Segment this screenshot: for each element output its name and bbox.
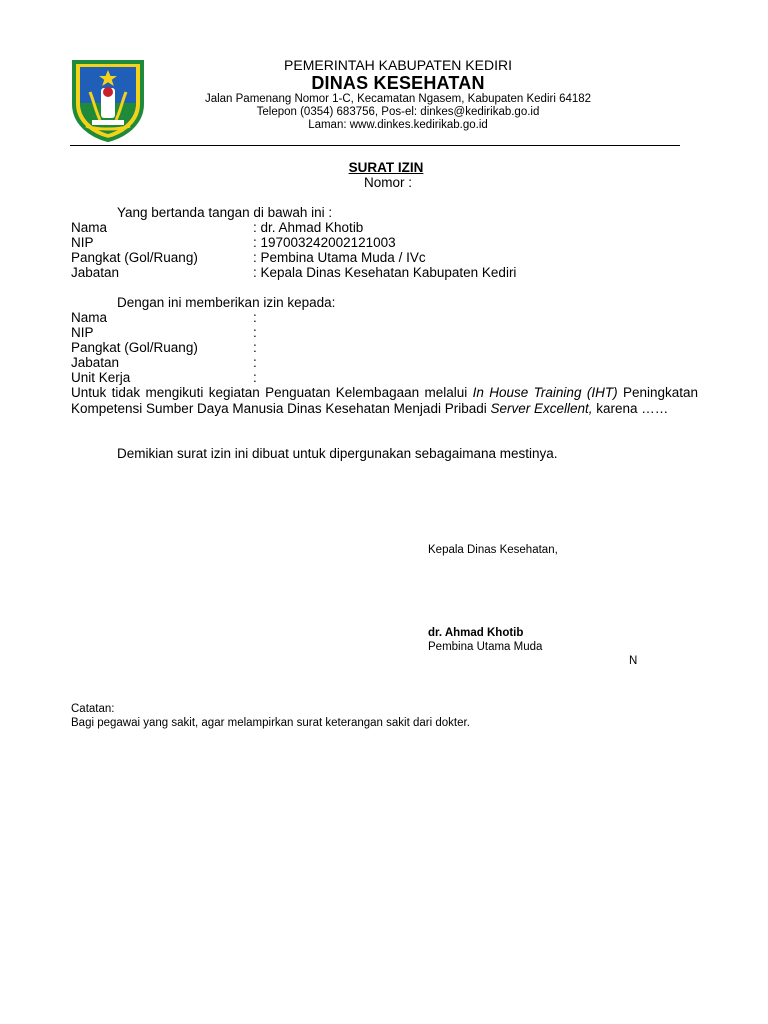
recipient-name-value: :: [253, 310, 257, 325]
signer-rank-label: Pangkat (Gol/Ruang): [71, 250, 198, 265]
signer-name-label: Nama: [71, 220, 108, 235]
signature-rank: Pembina Utama Muda: [428, 641, 543, 653]
signer-nip-label: NIP: [71, 235, 94, 250]
address-line: Jalan Pamenang Nomor 1-C, Kecamatan Ngasem, Kabupaten Kediri 64182: [204, 93, 592, 105]
signature-nip-marker: N: [629, 655, 638, 667]
signature-name: dr. Ahmad Khotib: [428, 627, 524, 639]
recipient-intro: Dengan ini memberikan izin kepada:: [117, 295, 336, 310]
purpose-text-3: karena ……: [592, 400, 669, 416]
recipient-unit-value: :: [253, 370, 257, 385]
notes-label: Catatan:: [71, 703, 115, 715]
closing-statement: Demikian surat izin ini dibuat untuk dipergunakan sebagaimana mestinya.: [117, 446, 558, 461]
purpose-paragraph: [71, 385, 698, 416]
signer-rank-value: : Pembina Utama Muda / IVc: [253, 250, 426, 265]
recipient-position-label: Jabatan: [71, 355, 120, 370]
notes-text: Bagi pegawai yang sakit, agar melampirkan surat keterangan sakit dari dokter.: [71, 717, 470, 729]
signer-intro: Yang bertanda tangan di bawah ini :: [117, 205, 333, 220]
purpose-italic-1: In House Training (IHT): [472, 385, 618, 400]
signer-position-value: : Kepala Dinas Kesehatan Kabupaten Kediri: [253, 265, 517, 280]
department-name: DINAS KESEHATAN: [311, 73, 485, 93]
purpose-text-1: Untuk tidak mengikuti kegiatan Penguatan Kelembagaan melalui: [71, 385, 473, 400]
recipient-name-label: Nama: [71, 310, 108, 325]
recipient-nip-value: :: [253, 325, 257, 340]
signer-nip-value: : 197003242002121003: [253, 235, 396, 250]
signature-position: Kepala Dinas Kesehatan,: [428, 544, 558, 556]
contact-line: Telepon (0354) 683756, Pos-el: dinkes@kedirikab.go.id: [256, 106, 540, 118]
recipient-nip-label: NIP: [71, 325, 94, 340]
recipient-unit-label: Unit Kerja: [71, 370, 131, 385]
recipient-rank-value: :: [253, 340, 257, 355]
recipient-rank-label: Pangkat (Gol/Ruang): [71, 340, 198, 355]
signer-position-label: Jabatan: [71, 265, 120, 280]
letter-title: SURAT IZIN: [348, 160, 424, 175]
signer-name-value: : dr. Ahmad Khotib: [253, 220, 364, 235]
letter-number: Nomor :: [363, 175, 412, 190]
letterhead-divider: [70, 145, 680, 146]
purpose-text-2: Peningkatan Kompetensi Sumber Daya Manusia Dinas Kesehatan Menjadi Pribadi: [71, 385, 699, 416]
recipient-position-value: :: [253, 355, 257, 370]
website-line: Laman: www.dinkes.kedirikab.go.id: [308, 119, 488, 131]
government-name: PEMERINTAH KABUPATEN KEDIRI: [284, 57, 512, 73]
purpose-italic-2: Server Excellent,: [490, 400, 593, 416]
